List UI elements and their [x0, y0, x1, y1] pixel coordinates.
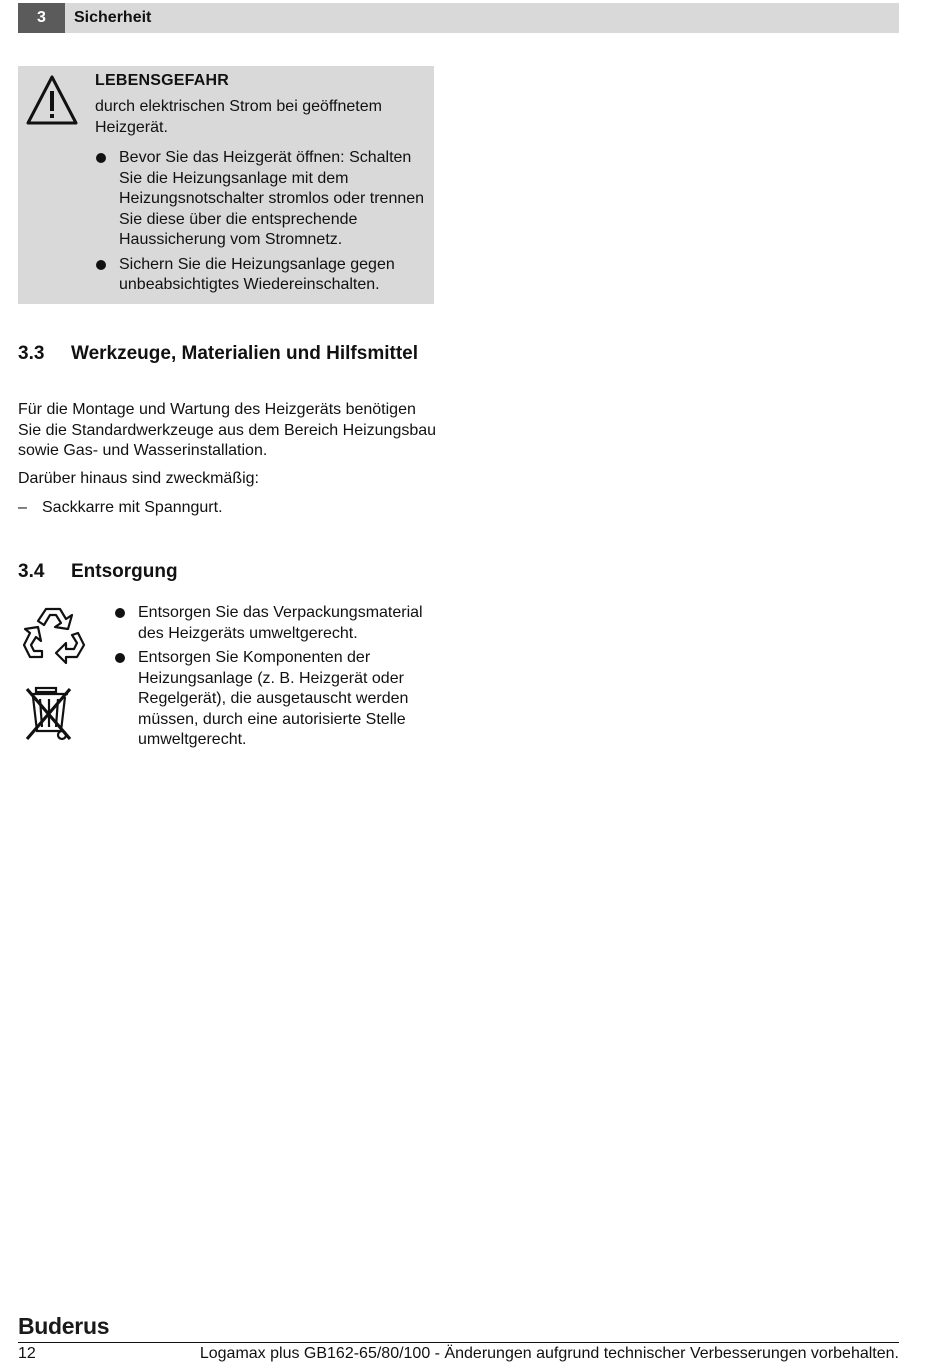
- warning-list: [95, 148, 430, 300]
- paragraph-tools: Für die Montage und Wartung des Heizgeräts benötigen Sie die Standardwerkzeuge aus dem Bereich Heizungsbau sowie Gas- und Wasserinstallation.: [18, 401, 437, 459]
- section-heading-3-4: [18, 560, 438, 586]
- list-item: Entsorgen Sie das Verpackungsmaterial des Heizgeräts umweltgerecht.: [114, 603, 434, 644]
- section-number: 3.3: [18, 343, 45, 364]
- section-number: 3.4: [18, 561, 45, 582]
- section-title: Werkzeuge, Materialien und Hilfsmittel: [71, 343, 419, 364]
- bullet-icon: [115, 653, 125, 663]
- dash-item-text: Sackkarre mit Spanngurt.: [42, 499, 223, 516]
- warning-triangle-icon: [25, 73, 79, 127]
- bullet-icon: [96, 153, 106, 163]
- dash-mark: –: [18, 499, 27, 516]
- section-heading-3-3: [18, 342, 438, 392]
- chapter-title: Sicherheit: [74, 9, 152, 26]
- warning-title: LEBENSGEFAHR: [95, 72, 229, 89]
- list-item: Sichern Sie die Heizungsanlage gegen unbeabsichtigtes Wiedereinschalten.: [95, 255, 430, 296]
- list-item: Entsorgen Sie Komponenten der Heizungsanlage (z. B. Heizgerät oder Regelgerät), die ausgetauscht werden müssen, durch eine autorisierte Stelle umweltgerecht.: [114, 648, 434, 751]
- footer-divider: [18, 1342, 899, 1343]
- paragraph-additional: Darüber hinaus sind zweckmäßig:: [18, 470, 259, 487]
- disposal-list: [114, 603, 434, 755]
- crossed-bin-icon: [24, 685, 76, 743]
- bullet-icon: [96, 260, 106, 270]
- bullet-icon: [115, 608, 125, 618]
- buderus-logo: Buderus: [18, 1313, 110, 1339]
- list-item: Bevor Sie das Heizgerät öffnen: Schalten Sie die Heizungsanlage mit dem Heizungsnotschalter stromlos oder trennen Sie diese über die entsprechende Haussicherung vom Stromnetz.: [95, 148, 430, 251]
- chapter-number: 3: [18, 3, 65, 33]
- page-number: 12: [18, 1345, 36, 1362]
- warning-text: durch elektrischen Strom bei geöffnetem Heizgerät.: [95, 98, 382, 136]
- footer-text: Logamax plus GB162-65/80/100 - Änderungen aufgrund technischer Verbesserungen vorbehalten.: [199, 1345, 899, 1362]
- danger-warning-box: [18, 66, 434, 304]
- section-title: Entsorgung: [71, 561, 178, 582]
- recycle-icon: [22, 603, 86, 665]
- chapter-header: [18, 3, 899, 33]
